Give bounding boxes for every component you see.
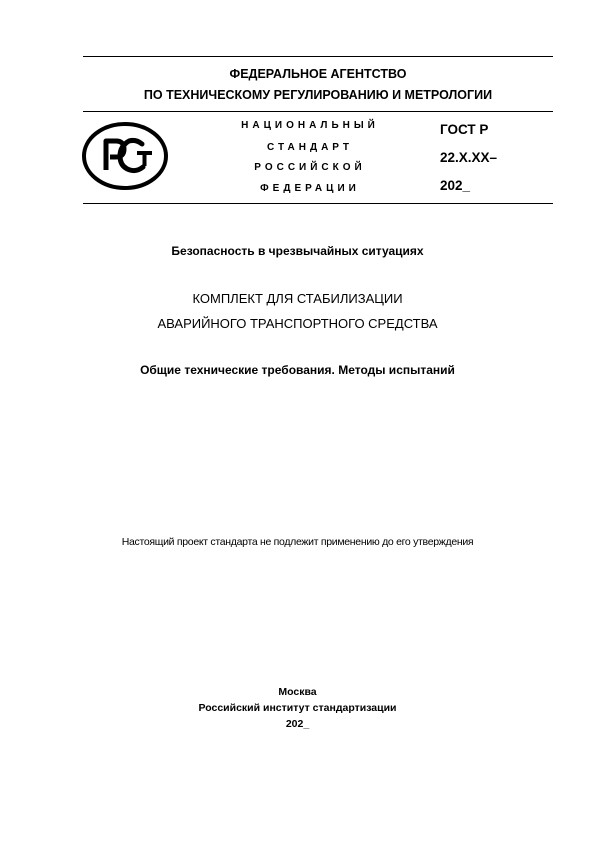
national-standard-line2: СТАНДАРТ xyxy=(267,142,353,153)
gost-r-logo-icon xyxy=(82,122,168,190)
agency-name-line2: ПО ТЕХНИЧЕСКОМУ РЕГУЛИРОВАНИЮ И МЕТРОЛОГИИ xyxy=(143,88,493,102)
national-standard-line1: НАЦИОНАЛЬНЫЙ xyxy=(241,120,379,131)
gost-r-logo-graphic xyxy=(82,122,168,190)
top-rule xyxy=(83,56,553,57)
document-title-line1: КОМПЛЕКТ ДЛЯ СТАБИЛИЗАЦИИ xyxy=(192,291,403,306)
middle-rule xyxy=(83,111,553,112)
publisher-name: Российский институт стандартизации xyxy=(198,702,397,714)
document-subtitle: Общие технические требования. Методы испытаний xyxy=(140,363,455,377)
national-standard-line4: ФЕДЕРАЦИИ xyxy=(260,183,360,194)
publication-city: Москва xyxy=(278,686,317,698)
gost-designation-line1: ГОСТ Р xyxy=(440,122,489,137)
national-standard-line3: РОССИЙСКОЙ xyxy=(254,162,366,173)
agency-name-line1: ФЕДЕРАЛЬНОЕ АГЕНТСТВО xyxy=(229,67,407,81)
draft-notice: Настоящий проект стандарта не подлежит применению до его утверждения xyxy=(121,536,474,548)
publication-year: 202_ xyxy=(285,718,310,730)
gost-designation-line3: 202_ xyxy=(440,178,471,193)
series-title: Безопасность в чрезвычайных ситуациях xyxy=(171,244,424,258)
document-title-line2: АВАРИЙНОГО ТРАНСПОРТНОГО СРЕДСТВА xyxy=(157,316,438,331)
bottom-rule xyxy=(83,203,553,204)
gost-designation-line2: 22.Х.ХХ– xyxy=(440,150,498,165)
